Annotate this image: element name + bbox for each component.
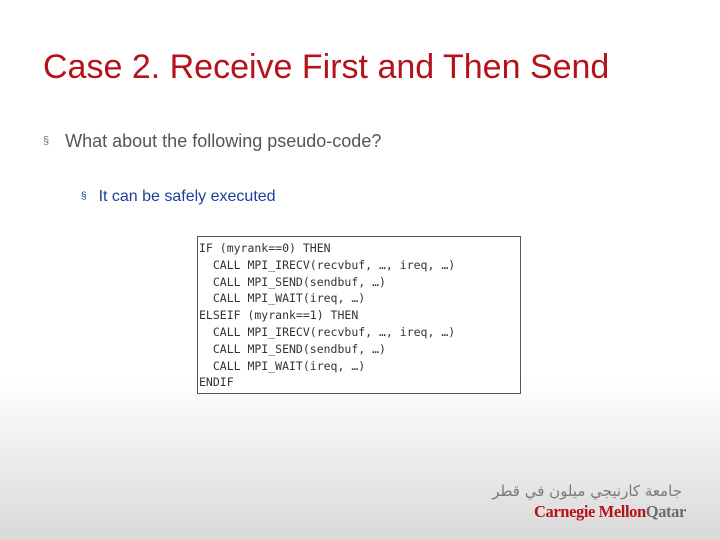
bullet-level-2	[81, 188, 276, 206]
logo-latin-text	[534, 502, 686, 522]
cmu-qatar-logo	[492, 482, 688, 522]
code-line: CALL MPI_SEND(sendbuf, …)	[199, 341, 386, 356]
bullet-level-1	[43, 131, 381, 152]
code-line: ENDIF	[199, 375, 234, 390]
logo-carnegie-mellon: Carnegie Mellon	[534, 502, 646, 521]
code-line: IF (myrank==0) THEN	[199, 241, 331, 255]
bullet-marker-icon: §	[81, 190, 87, 202]
code-line: CALL MPI_WAIT(ireq, …)	[199, 358, 366, 373]
slide-title: Case 2. Receive First and Then Send	[43, 48, 610, 86]
bullet-marker-icon: §	[43, 134, 50, 147]
logo-arabic-text: جامعة كارنيجي ميلون في قطر	[492, 482, 682, 500]
code-line: ELSEIF (myrank==1) THEN	[199, 308, 359, 323]
logo-qatar: Qatar	[645, 502, 686, 521]
code-line: CALL MPI_SEND(sendbuf, …)	[199, 274, 386, 289]
code-line: CALL MPI_WAIT(ireq, …)	[199, 291, 366, 306]
bullet-text: It can be safely executed	[98, 188, 276, 205]
code-line: CALL MPI_IRECV(recvbuf, …, ireq, …)	[199, 257, 456, 272]
code-line: CALL MPI_IRECV(recvbuf, …, ireq, …)	[199, 324, 456, 339]
code-block	[197, 236, 521, 394]
bullet-text: What about the following pseudo-code?	[65, 131, 382, 151]
